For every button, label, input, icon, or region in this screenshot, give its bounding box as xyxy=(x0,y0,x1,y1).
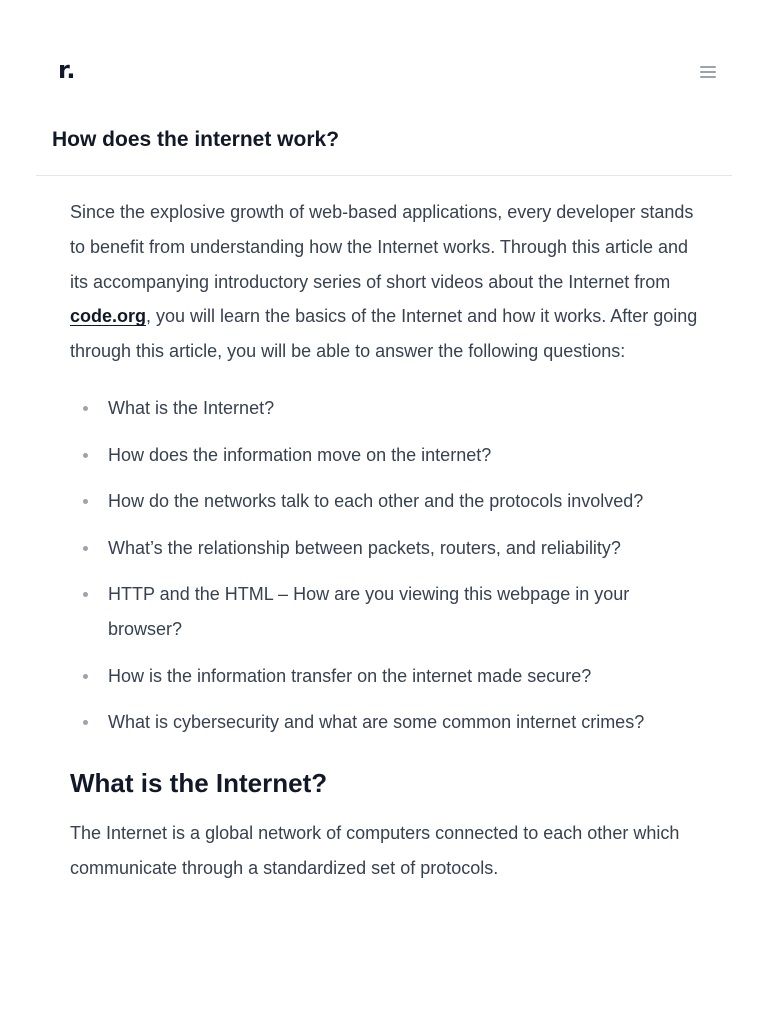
list-item: HTTP and the HTML – How are you viewing this webpage in your browser? xyxy=(70,577,706,647)
site-logo[interactable]: r. xyxy=(58,56,76,84)
intro-paragraph xyxy=(70,195,706,369)
intro-text-end: , you will learn the basics of the Internet and how it works. After going through this article, you will be able to answer the following questions: xyxy=(70,306,698,362)
list-item: What is the Internet? xyxy=(70,391,706,426)
section-heading: What is the Internet? xyxy=(70,768,328,799)
menu-bar xyxy=(700,66,716,68)
questions-list xyxy=(70,391,706,740)
list-item: How is the information transfer on the internet made secure? xyxy=(70,659,706,694)
code-org-link[interactable]: code.org xyxy=(70,306,147,327)
menu-bar xyxy=(700,71,716,73)
menu-bar xyxy=(700,76,716,78)
list-item: What is cybersecurity and what are some common internet crimes? xyxy=(70,705,706,740)
list-item: How does the information move on the internet? xyxy=(70,438,706,473)
site-header xyxy=(0,0,768,108)
list-item: What’s the relationship between packets, routers, and reliability? xyxy=(70,531,706,566)
header-divider xyxy=(36,175,732,176)
intro-text-start: Since the explosive growth of web-based applications, every developer stands to benefit from understanding how the Internet works. Through this article and its accompanying introductory series of short videos about the Internet from xyxy=(70,202,694,292)
list-item: How do the networks talk to each other and the protocols involved? xyxy=(70,484,706,519)
page-title: How does the internet work? xyxy=(52,128,340,151)
section-paragraph: The Internet is a global network of computers connected to each other which communicate through a standardized set of protocols. xyxy=(70,823,680,878)
article-content xyxy=(70,195,706,886)
hamburger-menu-icon[interactable] xyxy=(697,62,719,82)
